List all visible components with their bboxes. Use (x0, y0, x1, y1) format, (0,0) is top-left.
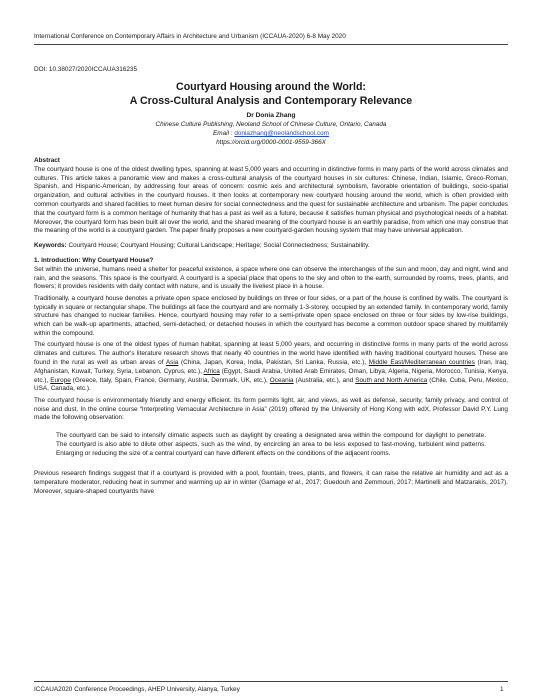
paragraph-5-start: Previous research findings suggest that if a courtyard is provided with a pool, fountain, trees, plants, and flowers, it can raise the relative air humidity and act as a temperature moderator, reducing heat in summer and warming up air in winter (Gamage (34, 470, 508, 487)
header-divider (34, 44, 508, 45)
orcid-link[interactable]: https://orcid.org/0000-0001-9559-366X (216, 139, 326, 146)
body-text (34, 157, 508, 499)
running-header: International Conference on Contemporary Affairs in Architecture and Urbanism (ICCAUA-2020) 6-8 May 2020 (34, 33, 346, 40)
paragraph-3 (34, 341, 508, 394)
paper-title-line-2: A Cross-Cultural Analysis and Contemporary Relevance (129, 95, 413, 107)
footer-text: ICCAUA2020 Conference Proceedings, AHEP University, Alanya, Turkey (34, 686, 240, 693)
doi: DOI: 10.38027/2020ICCAUA316235 (34, 66, 138, 73)
region-europe-list: (Greece, Italy, Spain, France, Germany, Austria, Denmark, UK, etc.), (70, 376, 270, 384)
region-asia-list: (China, Japan, Korea, India, Pakistan, Sri Lanka, Russia, etc.), (178, 358, 369, 366)
region-africa: Africa (203, 367, 220, 375)
author-email-line (34, 129, 508, 138)
title-block (34, 80, 508, 147)
paragraph-5-end: ., 2017; Guedouh and Zemmouri, 2017; Martinelli and Matzarakis, 2017). Moreover, square-shaped courtyards have (34, 479, 508, 496)
section-1-heading: 1. Introduction: Why Courtyard House? (34, 256, 154, 264)
paragraph-3-intro: The courtyard house is one of the oldest types of human habitat, spanning at least 5,000 years, and occurring in distinctive forms in many parts of the world across climates and cultures. The author's literature research shows that nearly 40 countries in the world have identified with having traditional courtyard houses. These are found in the rural as well as urban areas of (34, 341, 508, 366)
paper-title-line-1: Courtyard Housing around the World: (176, 81, 366, 93)
keywords-text: Courtyard House; Courtyard Housing; Cultural Landscape; Heritage; Social Connectedness; Sustainability. (68, 242, 370, 250)
keywords (34, 242, 508, 251)
keywords-label: Keywords: (34, 242, 67, 250)
region-oceania-list: (Australia, etc.), and (293, 376, 356, 384)
paragraph-1: Set within the universe, humans need a shelter for peaceful existence, a space where one can observe the interchanges of the sun and moon, day and night, wind and rain, and the seasons. This space is the courtyard. A courtyard is a special place that opens to the sky and often to the earth, surrounded by rooms, trees, plants, and flowers; it provides residents with daily contact with nature, and is usually the liveliest place in a house. (34, 265, 508, 291)
region-europe: Europe (50, 376, 71, 384)
et-al-italic: et al (287, 479, 300, 487)
block-quote: The courtyard can be said to intensify climatic aspects such as daylight by creating a designated area within the compound for daylight to penetrate. The courtyard is also able to dilute other aspects, such as the wind, by encircling an area to be less exposed to fast-moving, turbulent wind patterns. Enlarging or reducing the size of a central courtyard can have different effects on the conditions of the adjacent rooms. (56, 432, 486, 457)
author-affiliation: Chinese Culture Publishing, Neoland School of Chinese Culture, Ontario, Canada (155, 121, 387, 128)
region-middle-east: Middle East/Mediterranean countries (368, 358, 475, 366)
page-number: 1 (500, 686, 504, 693)
footer-divider (34, 681, 508, 682)
paragraph-4: The courtyard house is environmentally friendly and energy efficient. Its form permits light, air, and views, as well as defense, security, family privacy, and control of noise and dust. In the online course “Interpreting Vernacular Architecture in Asia” (2019) offered by the University of Hong Kong with edX, Professor David P.Y. Lung made the following observation: (34, 396, 508, 422)
region-asia: Asia (165, 358, 179, 366)
paragraph-2: Traditionally, a courtyard house denotes a private open space enclosed by buildings on three or four sides, or a part of the house is confined by walls. The courtyard is typically in square or rectangular shape. The buildings all face the courtyard and are normally 1-3-storey, occupied by an extended family. In contemporary world, family structure has changed to nuclear families. Hence, courtyard housing may refer to a semi-private open space enclosed on three or four sides by low-rise buildings, which can be walk-up apartments, attached, semi-detached, or detached houses in which the courtyard has become a common outdoor space shared by multifamily within the compound. (34, 294, 508, 337)
author-name: Dr Donia Zhang (246, 112, 296, 119)
region-africa-list: (Egypt, Saudi Arabia, United Arab Emirates, Oman, Libya, Algeria, Nigeria, Morocco, Tunisia, Kenya, etc.), (34, 367, 508, 384)
paragraph-5 (34, 470, 508, 496)
abstract-heading: Abstract (34, 157, 60, 164)
region-americas: South and North America (355, 376, 428, 384)
email-label: Email : (213, 130, 233, 137)
region-americas-list: (Chile, Cuba, Peru, Mexico, USA, Canada, etc.). (34, 376, 509, 393)
abstract-text: The courtyard house is one of the oldest dwelling types, spanning at least 5,000 years and occurring in distinctive forms in many parts of the world across climates and cultures. This article takes a panoramic view and makes a cross-cultural analysis of the courtyard houses in six cultures: Chinese, Indian, Islamic, Greco-Roman, Spanish, and Hispanic-American, by addressing four areas of concern: cosmic axis and architectural symbolism, favorable orientation of buildings, socio-spatial organization, and cultural activities in the courtyard houses. It then looks at contemporary new courtyard housing around the world, which is often provided with common courtyards and shared facilities to meet human desire for social connectedness and the quest for sustainable architecture and urbanism. The paper concludes that the courtyard form is a common heritage of humanity that has a past as well as a future, because it satisfies human physical and psychological needs of a habitat. Moreover, the courtyard form has been built all over the world, and the shared meaning of the courtyard house is an earthly paradise, from which one may construe that the meaning of the world is a courtyard garden. The paper finally proposes a new courtyard-garden housing system that may have universal application. (34, 165, 508, 235)
region-middle-east-list: (Iran, Iraq, Afghanistan, Kuwait, Turkey, Syria, Lebanon, Cyprus, etc.), (34, 358, 508, 375)
region-oceania: Oceania (269, 376, 294, 384)
email-link[interactable]: doniazhang@neolandschool.com (234, 130, 329, 137)
